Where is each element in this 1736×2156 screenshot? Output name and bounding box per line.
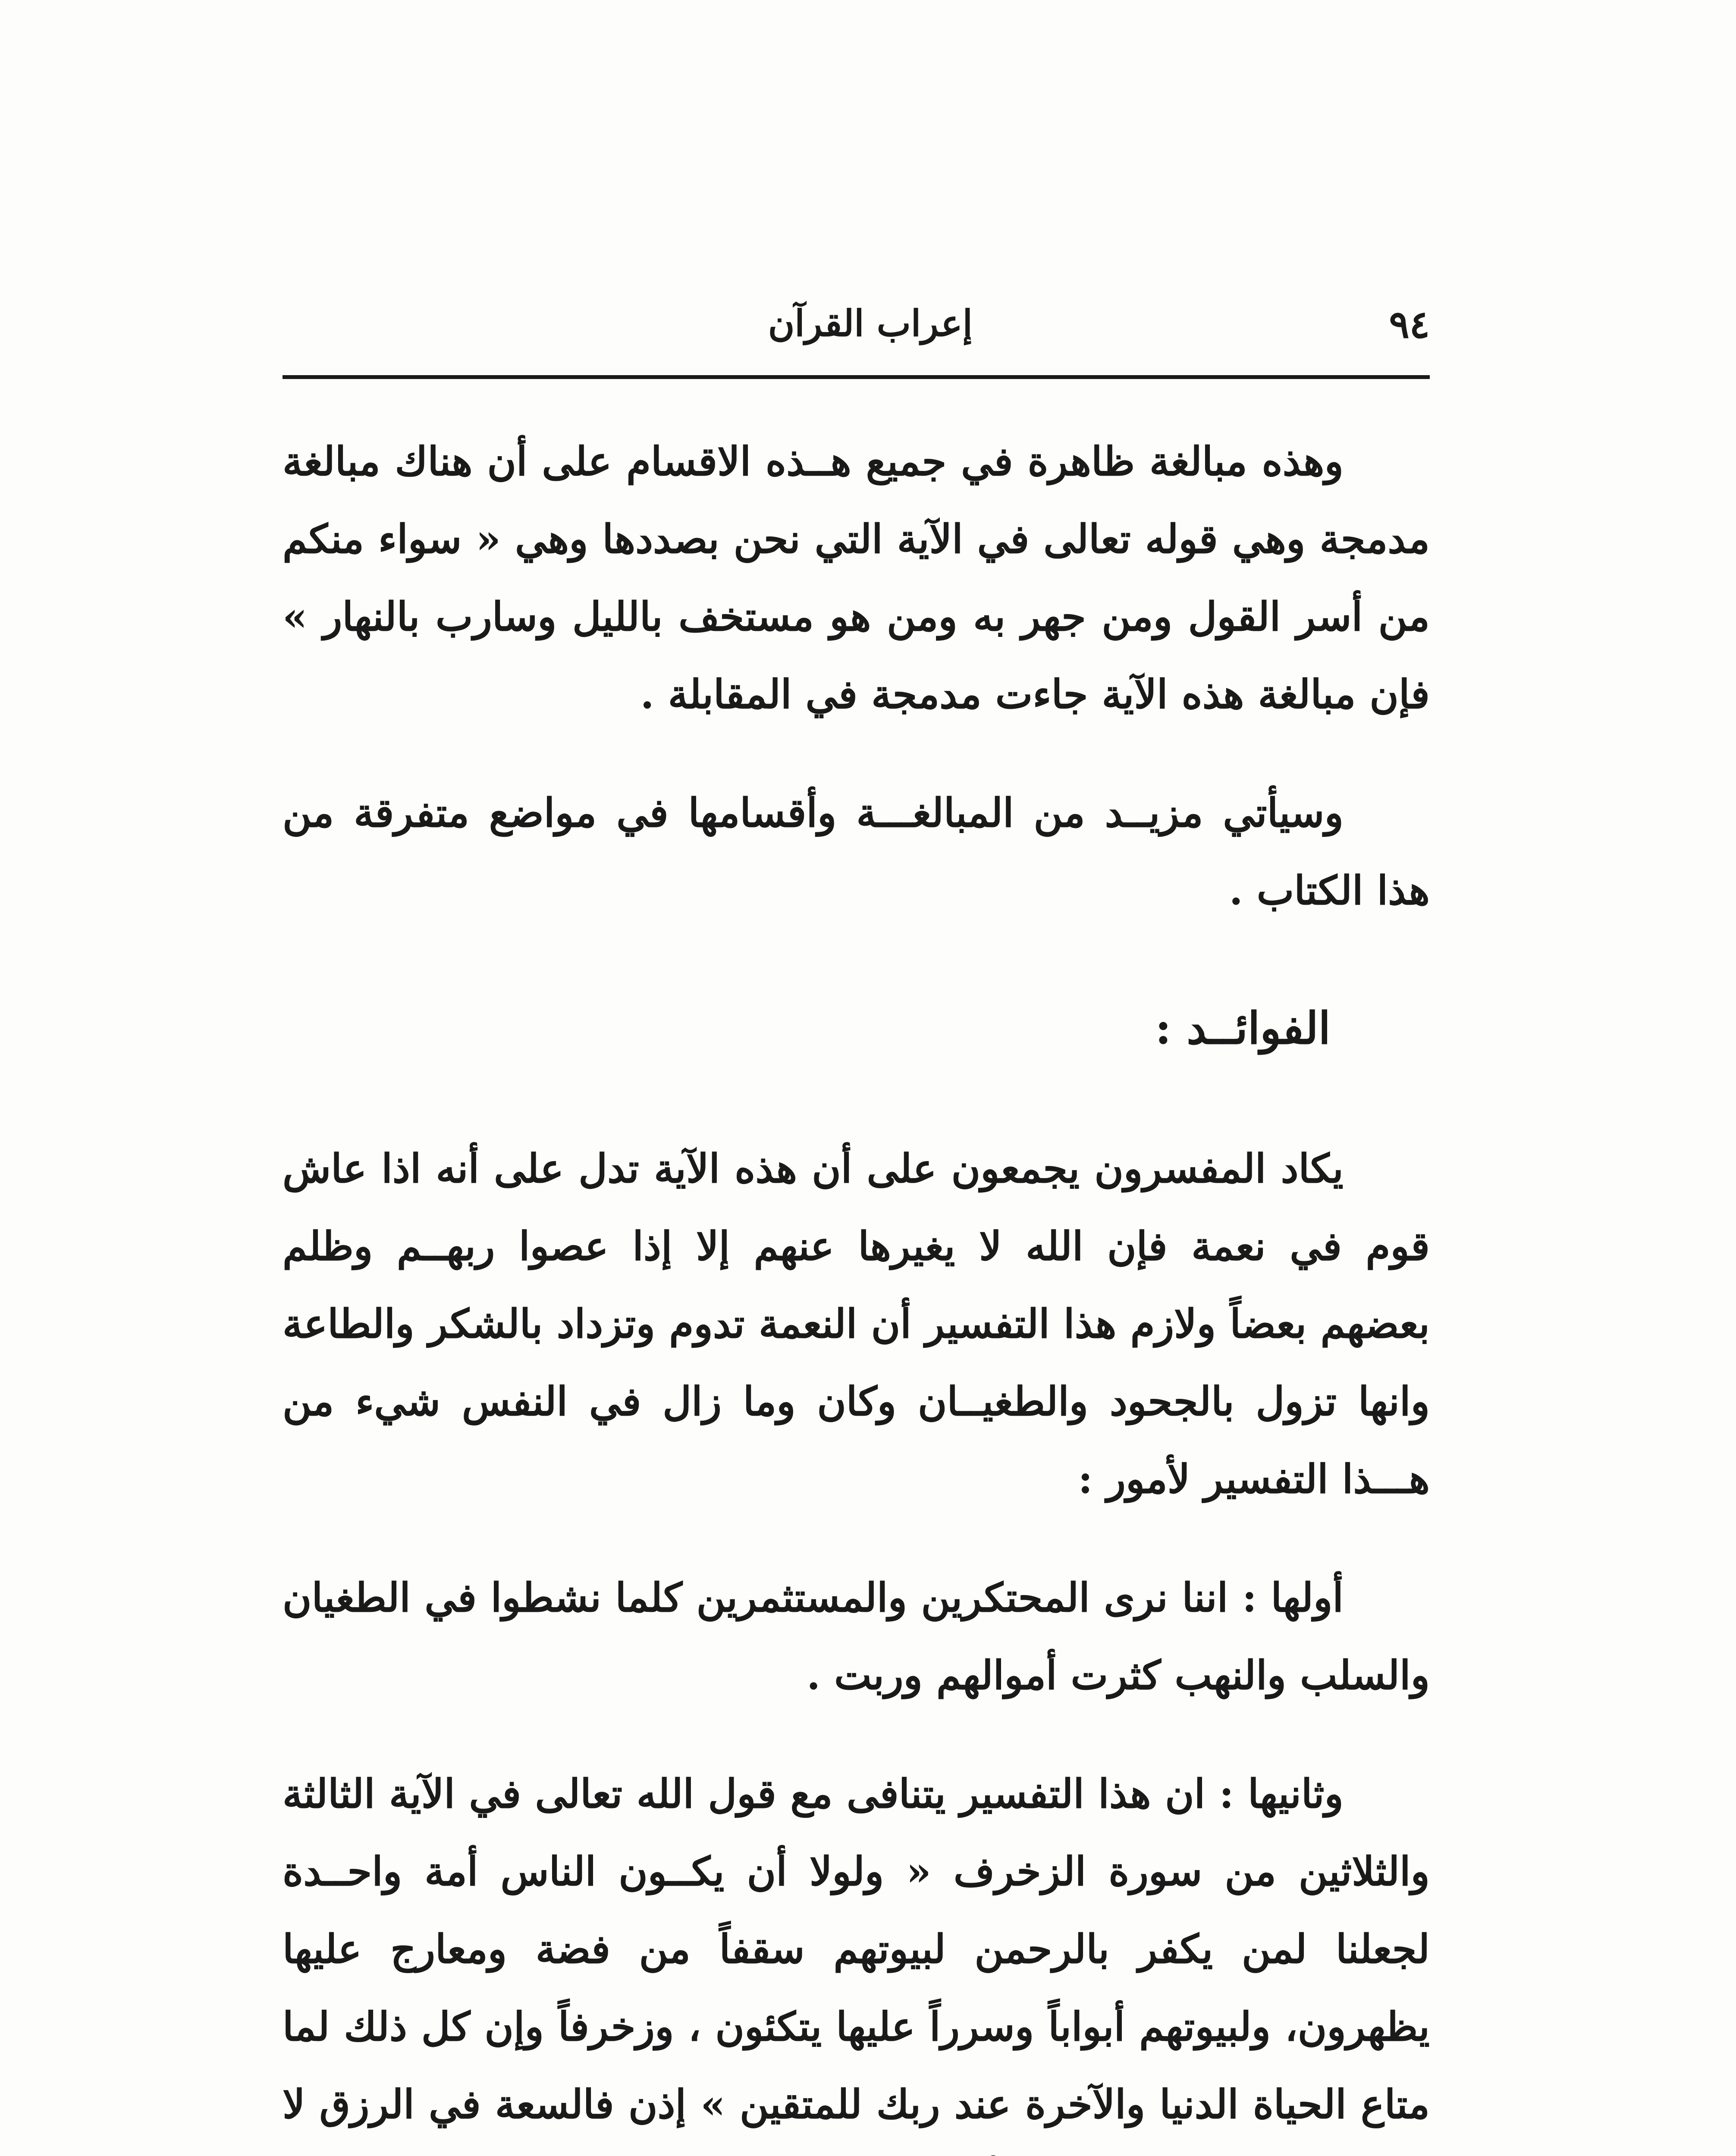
header-rule — [283, 375, 1430, 379]
page-number: ٩٤ — [1389, 302, 1430, 347]
paragraph-mubalagha: وهذه مبالغة ظاهرة في جميع هــذه الاقسام على أن هناك مبالغة مدمجة وهي قوله تعالى في الآية التي نحن بصددها وهي « سواء منكم من أسر القول ومن جهر به ومن هو مستخف بالليل وسارب بالنهار » فإن مبالغة هذه الآية جاءت مدمجة في المقابلة . — [283, 438, 1430, 718]
paragraph-second-reason: وثانيها : ان هذا التفسير يتنافى مع قول الله تعالى في الآية الثالثة والثلاثين من سورة الزخرف « ولولا أن يكــون الناس أمة واحــدة لجعلنا لمن يكفر بالرحمن لبيوتهم سقفاً من فضة ومعارج عليها يظهرون، ولبيوتهم أبواباً وسرراً عليها يتكئون ، وزخرفاً وإن كل ذلك لما متاع الحياة الدنيا والآخرة عند ربك للمتقين » إذن فالسعة في الرزق لا — [283, 1771, 1430, 2128]
running-title: إعراب القرآن — [768, 302, 973, 345]
paragraph-mufassirun: يكاد المفسرون يجمعون على أن هذه الآية تدل على أنه اذا عاش قوم في نعمة فإن الله لا يغيرها عنهم إلا إذا عصوا ربهــم وظلم بعضهم بعضاً ولازم هذا التفسير أن النعمة تدوم وتزداد بالشكر والطاعة وانها تزول بالجحود والطغيــان وكان وما زال في النفس شيء من هـــذا التفسير لأمور : — [283, 1145, 1430, 1502]
page-body — [283, 423, 1430, 2156]
paragraph-more-mubalagha: وسيأتي مزيــد من المبالغـــة وأقسامها في مواضع متفرقة من هذا الكتاب . — [283, 790, 1430, 914]
page-header — [283, 302, 1430, 358]
section-heading-fawaid: الفوائــد : — [1155, 1003, 1331, 1054]
paragraph-first-reason: أولها : اننا نرى المحتكرين والمستثمرين كلما نشطوا في الطغيان والسلب والنهب كثرت أموالهم وربت . — [283, 1574, 1430, 1698]
